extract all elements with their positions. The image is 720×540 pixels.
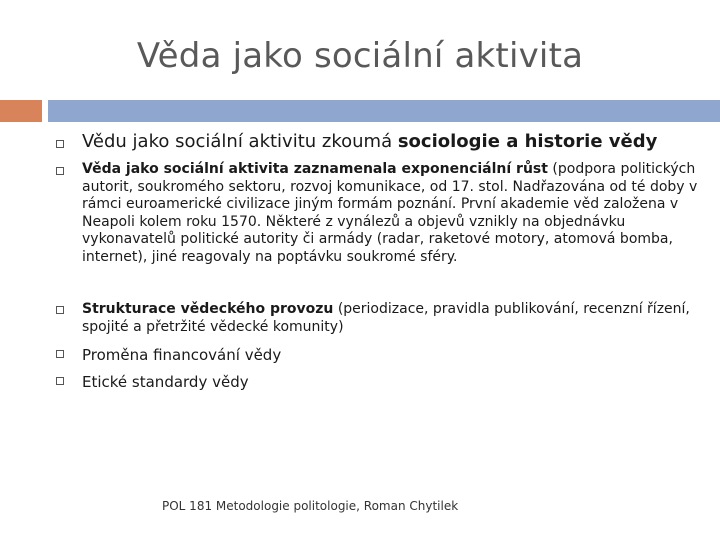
slide-footer: POL 181 Metodologie politologie, Roman Chytilek xyxy=(162,499,459,513)
square-bullet-icon xyxy=(56,377,64,385)
bullet-text xyxy=(82,161,702,266)
bullet-text xyxy=(82,372,702,392)
bullet-text xyxy=(82,301,702,336)
bullet-text-plain: Vědu jako sociální aktivitu zkoumá xyxy=(82,131,398,152)
bullet-text-bold: Strukturace vědeckého provozu xyxy=(82,301,334,317)
square-bullet-icon xyxy=(56,140,64,148)
square-bullet-icon xyxy=(56,350,64,358)
slide-title: Věda jako sociální aktivita xyxy=(136,36,584,76)
bullet-text-rest: (podpora politických autorit, soukromého sektoru, rozvoj komunikace, od 17. stol. Nadřazována od té doby v rámci euroamerické civilizace jiným formám poznání. První akademie věd založena v Neapoli kolem roku 1570. Některé z vynálezů a objevů vznikly na objednávku vykonavatelů politické autority či armády (radar, raketové motory, atomová bomba, internet), jiné reagovaly na poptávku soukromé sféry. xyxy=(82,161,698,265)
bullet-text-rest: (periodizace, pravidla publikování, recenzní řízení, spojité a přetržité vědecké komunity) xyxy=(82,301,690,335)
title-accent-bar-right xyxy=(48,100,720,122)
bullet-text-plain: Etické standardy vědy xyxy=(82,373,249,391)
title-accent-bar-left xyxy=(0,100,42,122)
bullet-text xyxy=(82,345,702,365)
square-bullet-icon xyxy=(56,306,64,314)
bullet-text-plain: Proměna financování vědy xyxy=(82,346,282,364)
bullet-text-bold: sociologie a historie vědy xyxy=(397,131,658,152)
bullet-text-bold: Věda jako sociální aktivita zaznamenala exponenciální růst xyxy=(82,161,548,177)
bullet-text xyxy=(82,129,702,155)
square-bullet-icon xyxy=(56,167,64,175)
